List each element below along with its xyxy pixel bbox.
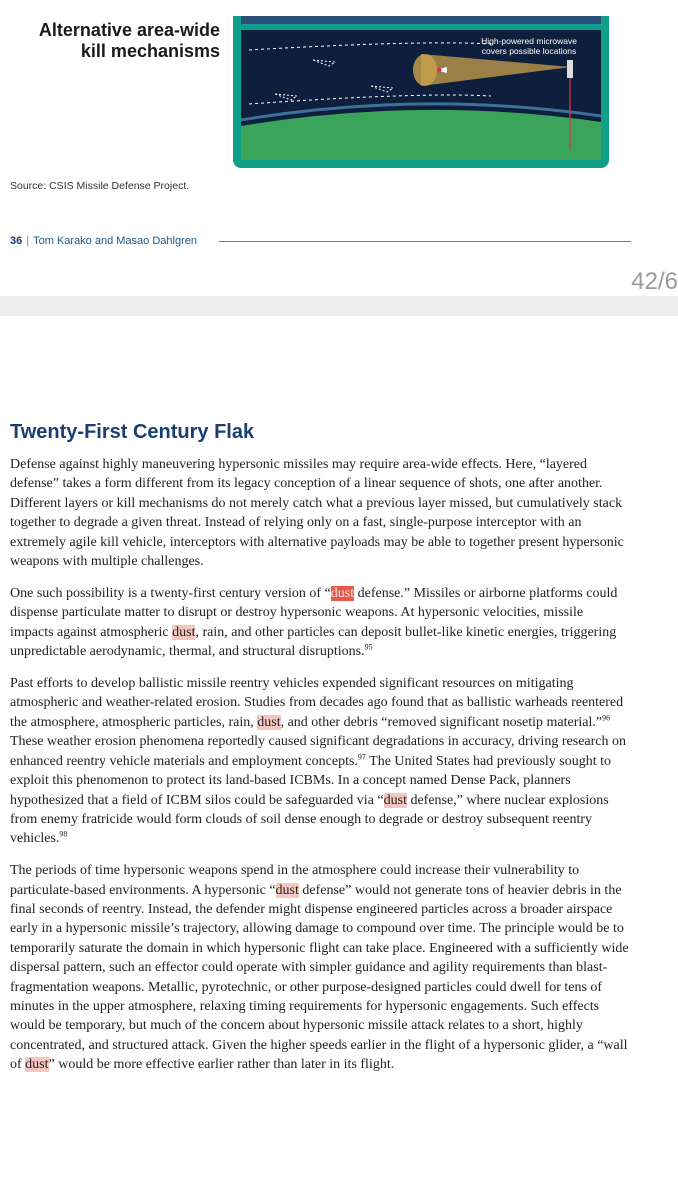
footnote-ref[interactable]: 97 — [357, 752, 366, 762]
search-highlight[interactable]: dust — [257, 714, 281, 730]
section-body — [10, 455, 630, 1087]
figure-title-line-1: Alternative area-wide — [38, 20, 220, 40]
document-page-36 — [0, 22, 678, 296]
paragraph-2: One such possibility is a twenty-first century version of “dust defense.” Missiles or airborne platforms could dispense particulate matter to disrupt or destroy hypersonic weapons. At hypersonic velocities, missile impacts against atmospheric dust, rain, and other particles can deposit bullet-like kinetic energies, triggering unpredictable aerodynamic, thermal, and structural disruptions.$^{95}$ — [10, 585, 618, 660]
footnote-ref[interactable]: 96 — [602, 713, 611, 723]
glider-outline-icon — [371, 86, 393, 92]
search-highlight[interactable]: dust — [25, 1057, 49, 1073]
section-heading: Twenty-First Century Flak — [10, 421, 255, 443]
microwave-label: High-powered microwave covers possible locations — [481, 36, 577, 56]
footnote-ref[interactable]: 95 — [364, 642, 373, 652]
page-counter: 42/6 — [631, 268, 678, 295]
footer-separator: | — [26, 235, 30, 247]
illustration-previous-panel — [241, 16, 601, 24]
glider-outline-icon — [313, 60, 335, 66]
footnote-ref[interactable]: 98 — [59, 829, 68, 839]
upper-flight-band — [249, 43, 491, 50]
search-highlight[interactable]: dust — [172, 624, 196, 640]
kill-mechanism-illustration — [233, 16, 609, 168]
paragraph-4: The periods of time hypersonic weapons spend in the atmosphere could increase their vulnerability to particulate-based environments. A hypersonic “dust defense” would not generate tons of heavier debris in the final seconds of reentry. Instead, the defender might dispense engineered particles across a broader airspace early in a hypersonic missile’s trajectory, allowing damage to compound over time. The principle would be to temporarily saturate the domain in which hypersonic flight can take place. Engineered with a sufficiently wide dispersal pattern, such an effector could operate with simpler guidance and agility requirements than blast-fragmentation weapons. Metallic, pyrotechnic, or other purpose-designed particles could dwell for tens of minutes in the upper atmosphere, relaxing timing requirements for hypersonic engagements. Such effects would be temporary, but much of the concern about hypersonic missile attack relates to a short, highly concentrated, and structured attack. Given the higher speeds earlier in the flight of a hypersonic glider, a “wall of dust” would be more effective earlier rather than later in its flight. — [10, 863, 629, 1073]
footer-page-number: 36 — [10, 235, 23, 247]
figure-title-line-2: kill mechanisms — [80, 41, 220, 61]
earth-surface — [241, 110, 601, 160]
page-gap — [0, 296, 678, 316]
search-highlight[interactable]: dust — [383, 792, 407, 808]
page-footer — [10, 235, 197, 247]
search-highlight[interactable]: dust — [275, 882, 299, 898]
illustration-scene — [241, 30, 601, 160]
beam-spot — [413, 54, 437, 86]
figure-title — [18, 20, 220, 62]
document-page-37 — [0, 316, 678, 1198]
search-highlight-active[interactable]: dust — [330, 585, 355, 601]
footer-rule — [219, 241, 631, 242]
glider-outline-icon — [275, 94, 297, 100]
paragraph-1: Defense against highly maneuvering hypersonic missiles may require area-wide effects. Here, “layered defense” takes a form different from its legacy conception of a linear sequence of shots, one after another. Different layers or kill mechanisms do not merely catch what a previous layer missed, but cumulatively stack together to degrade a given threat. Instead of relying only on a fast, single-purpose interceptor with an extremely agile kill vehicle, interceptors with alternative payloads may be able to together present hypersonic weapons with multiple challenges. — [10, 457, 624, 570]
paragraph-3: Past efforts to develop ballistic missile reentry vehicles expended significant resources on mitigating atmospheric and weather-related erosion. Studies from decades ago found that as ballistic warheads reentered the atmosphere, atmospheric particles, rain, dust, and other debris “removed significant nosetip material.”$^{96}$ These weather erosion phenomena reportedly caused significant degradations in accuracy, driving research on enhanced reentry vehicle materials and employment concepts.$^{97}$ The United States had previously sought to exploit this phenomenon to protect its land-based ICBMs. In a concept named Dense Pack, planners hypothesized that a field of ICBM silos could be safeguarded via “dust defense,” where nuclear explosions from enemy fratricide would form clouds of soil dense enough to degrade or destroy subsequent reentry vehicles.$^{98}$ — [10, 676, 627, 847]
footer-authors: Tom Karako and Masao Dahlgren — [33, 235, 197, 247]
figure-source: Source: CSIS Missile Defense Project. — [10, 180, 190, 192]
